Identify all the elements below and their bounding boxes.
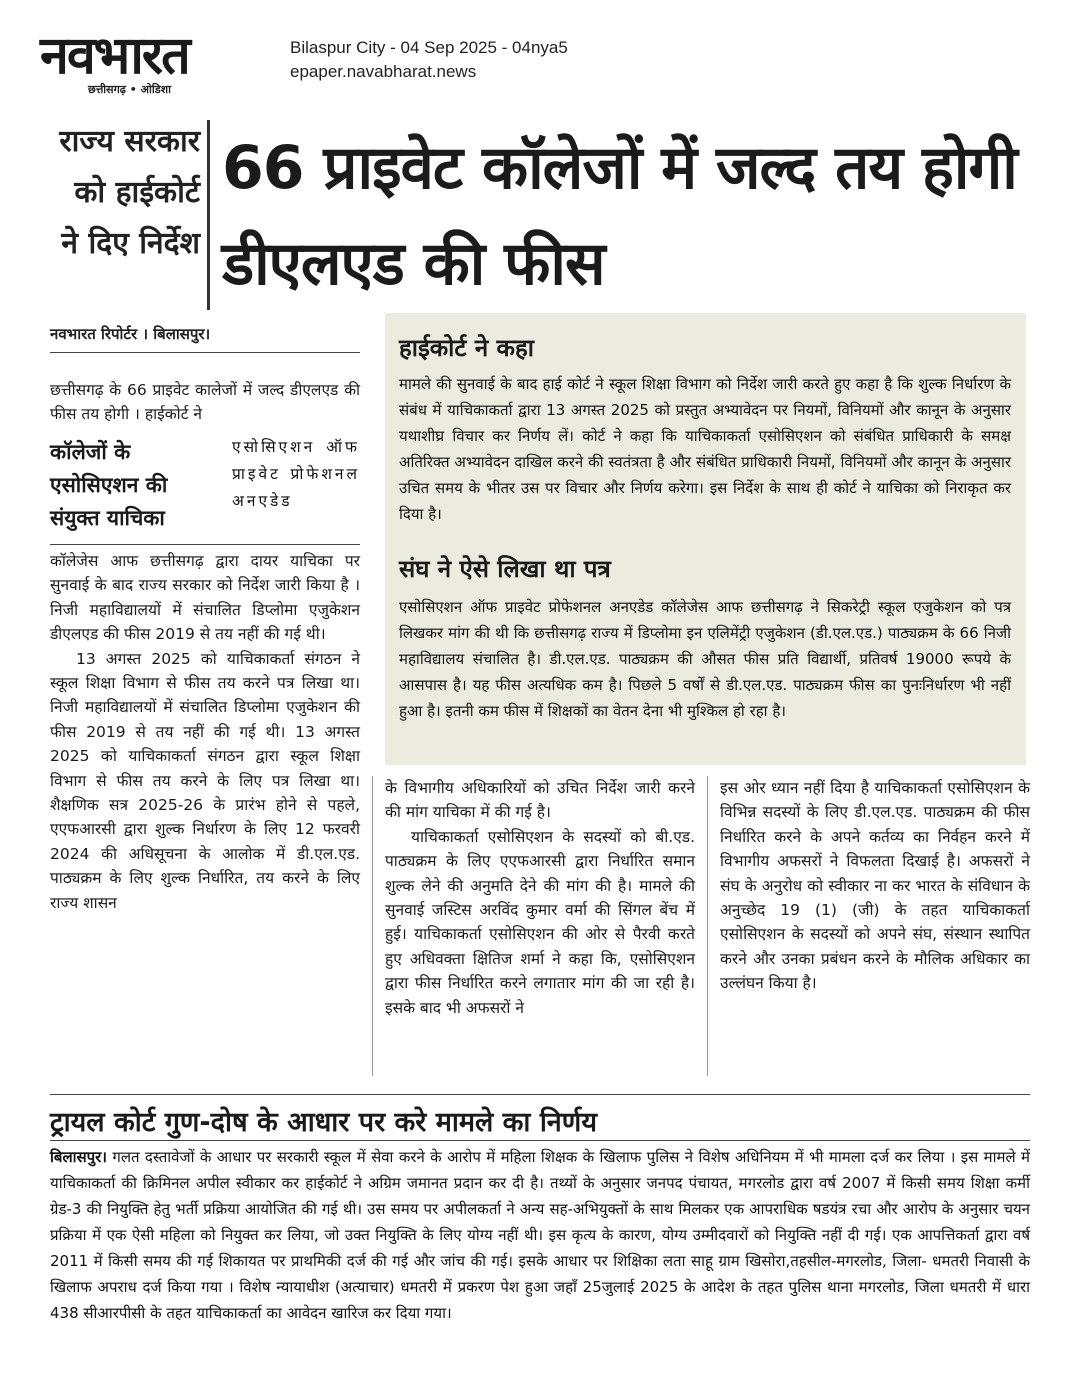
column-divider xyxy=(372,776,373,1076)
subhead-divider xyxy=(50,544,360,545)
story-divider xyxy=(50,1094,1030,1095)
column-1-paragraph: कॉलेजेस आफ छत्तीसगढ़ द्वारा दायर याचिका पर सुनवाई के बाद राज्य सरकार को निर्देश जारी किया है । निजी महाविद्यालयों में संचालित डिप्लोमा एजुकेशन डीएलएड की फीस 2019 से तय नहीं की गई थी। xyxy=(50,552,360,644)
box-paragraph-court: मामले की सुनवाई के बाद हाई कोर्ट ने स्कूल शिक्षा विभाग को निर्देश जारी करते हुए कहा है कि शुल्क निर्धारण के संबंध में याचिकाकर्ता द्वारा 13 अगस्त 2025 को प्रस्तुत अभ्यावेदन पर नियमों, विनियमों और कानून के अनुसार यथाशीघ्र विचार कर निर्णय लें। कोर्ट ने कहा कि याचिकाकर्ता एसोसिएशन को संबंधित प्राधिकारी के समक्ष अतिरिक्त अभ्यावेदन दाखिल करने की स्वतंत्रता है और संबंधित प्राधिकारी नियमों, विनियमों और कानून के अनुसार उचित समय के भीतर उस पर विचार और निर्णय करेगा। इस निर्देश के साथ ही कोर्ट ने याचिका को निराकृत कर दिया है। xyxy=(399,375,1011,523)
article-headline: 66 प्राइवेट कॉलेजों में जल्द तय होगी डीएलएड की फीस xyxy=(222,133,1017,299)
column-1-wrap-text: एसोसिएशन ऑफ प्राइवेट प्रोफेशनल अनएडेड xyxy=(232,438,360,510)
box-heading-court: हाईकोर्ट ने कहा xyxy=(399,334,534,362)
column-2-body xyxy=(385,776,695,1020)
article-byline: नवभारत रिपोर्टर । बिलासपुर। xyxy=(50,325,211,343)
epaper-url: epaper.navabharat.news xyxy=(290,62,477,81)
column-2-paragraph: के विभागीय अधिकारियों को उचित निर्देश जारी करने की मांग याचिका में की गई है। xyxy=(385,779,695,822)
column-1-body xyxy=(50,549,360,915)
logo-wordmark: नवभारत xyxy=(40,26,189,86)
column-3-body xyxy=(720,776,1030,996)
story2-headline: ट्रायल कोर्ट गुण-दोष के आधार पर करे मामले का निर्णय xyxy=(50,1107,597,1138)
story2-text: गलत दस्तावेजों के आधार पर सरकारी स्कूल में सेवा करने के आरोप में महिला शिक्षक के खिलाफ पुलिस ने विशेष अधिनियम में भी मामला दर्ज कर लिया । इस मामले में याचिकाकर्ता की क्रिमिनल अपील स्वीकार कर हाईकोर्ट ने अग्रिम जमानत प्रदान कर दी है। तथ्यों के अनुसार जनपद पंचायत, मगरलोड द्वारा वर्ष 2007 में किसी समय शिक्षा कर्मी ग्रेड-3 की नियुक्ति हेतु भर्ती प्रक्रिया आयोजित की गई थी। उस समय पर अपीलकर्ता ने अन्य सह-अभियुक्तों के साथ मिलकर एक आपराधिक षडयंत्र रचा और आरोप के अनुसार चयन प्रक्रिया में एक ऐसी महिला को नियुक्त कर लिया, जो उक्त नियुक्ति के लिए योग्य नहीं थी। इस कृत्य के कारण, योग्य उम्मीदवारों को नियुक्ति नहीं दी गई। एक आपत्तिकर्ता द्वारा वर्ष 2011 में किसी समय की गई शिकायत पर प्राथमिकी दर्ज की गई और जांच की गई। इसके आधार पर शिक्षिका लता साहू ग्राम खिसोरा,तहसील-मगरलोड, जिला- धमतरी निवासी के खिलाफ अपराध दर्ज किया गया । विशेष न्यायाधीश (अत्याचार) धमतरी में प्रकरण पेश हुआ जहाँ 25जुलाई 2025 के आदेश के तहत पुलिस थाना मगरलोड, जिला धमतरी में धारा 438 सीआरपीसी के तहत याचिकाकर्ता का आवेदन खारिज कर दिया गया। xyxy=(50,1148,1030,1322)
story2-body xyxy=(50,1144,1030,1326)
story2-dateline: बिलासपुर। xyxy=(50,1148,107,1166)
logo-subtitle: छत्तीसगढ़ • ओडिशा xyxy=(88,83,171,96)
article-subhead: कॉलेजों के एसोसिएशन की संयुक्त याचिका xyxy=(50,440,168,530)
column-divider xyxy=(707,776,708,1076)
column-2-paragraph: याचिकाकर्ता एसोसिएशन के सदस्यों को बी.एड. पाठ्यक्रम के लिए एएफआरसी द्वारा निर्धारित समान शुल्क लेने की अनुमति देने की मांग की है। मामले की सुनवाई जस्टिस अरविंद कुमार वर्मा की सिंगल बेंच में हुई। याचिकाकर्ता एसोसिएशन की ओर से पैरवी करते हुए अधिवक्ता क्षितिज शर्मा ने कहा कि, एसोसिएशन द्वारा फीस निर्धारित करने लगातार मांग की जा रही है। इसके बाद भी अफसरों ने xyxy=(385,827,695,1017)
column-1-intro: छत्तीसगढ़ के 66 प्राइवेट कालेजों में जल्द डीएलएड की फीस तय होगी । हाईकोर्ट ने xyxy=(50,381,360,424)
box-heading-letter: संघ ने ऐसे लिखा था पत्र xyxy=(399,555,611,583)
newspaper-logo xyxy=(40,28,268,98)
box-paragraph-letter: एसोसिएशन ऑफ प्राइवेट प्रोफेशनल अनएडेड कॉलेजेस आफ छत्तीसगढ़ ने सिकरेट्री स्कूल एजुकेशन को पत्र लिखकर मांग की थी कि छत्तीसगढ़ राज्य में डिप्लोमा इन एलिमेंट्री एजुकेशन (डी.एल.एड.) पाठ्यक्रम के 66 निजी महाविद्यालय संचालित है। डी.एल.एड. पाठ्यक्रम की औसत फीस प्रति विद्यार्थी, प्रतिवर्ष 19000 रूपये के आसपास है। यह फीस अत्यधिक कम है। पिछले 5 वर्षों से डी.एल.एड. पाठ्यक्रम फीस का पुनःनिर्धारण भी नहीं हुआ है। इतनी कम फीस में शिक्षकों का वेतन देना भी मुश्किल हो रहा है। xyxy=(399,598,1011,720)
column-3-paragraph: इस ओर ध्यान नहीं दिया है याचिकाकर्ता एसोसिएशन के विभिन्न सदस्यों के लिए डी.एल.एड. पाठ्यक्रम की फीस निर्धारित करने के अपने कर्तव्य का निर्वहन करने में विभागीय अफसरों ने विफलता दिखाई है। अफसरों ने संघ के अनुरोध को स्वीकार ना कर भारत के संविधान के अनुच्छेद 19 (1) (जी) के तहत याचिकाकर्ता एसोसिएशन के सदस्यों को अपने संघ, संस्थान स्थापित करने और उनका प्रबंधन करने के मौलिक अधिकार का उल्लंघन किया है। xyxy=(720,779,1030,993)
kicker-divider xyxy=(207,120,210,310)
byline-divider xyxy=(50,352,360,353)
edition-info: Bilaspur City - 04 Sep 2025 - 04nya5 xyxy=(290,38,568,57)
article-kicker: राज्य सरकार को हाईकोर्ट ने दिए निर्देश xyxy=(59,124,200,261)
column-1-paragraph: 13 अगस्त 2025 को याचिकाकर्ता संगठन ने स्कूल शिक्षा विभाग से फीस तय करने पत्र लिखा था। निजी महाविद्यालयों में संचालित डिप्लोमा एजुकेशन की फीस 2019 से तय नहीं की गई थी। 13 अगस्त 2025 को याचिकाकर्ता संगठन द्वारा स्कूल शिक्षा विभाग से फीस तय करने के लिए पत्र लिखा था। शैक्षणिक सत्र 2025-26 के प्रारंभ होने से पहले, एएफआरसी द्वारा शुल्क निर्धारण के लिए 12 फरवरी 2024 की अधिसूचना के आलोक में डी.एल.एड. पाठ्यक्रम के लिए शुल्क निर्धारित, तय करने के लिए राज्य शासन xyxy=(50,649,360,912)
story2-divider xyxy=(50,1140,1030,1141)
